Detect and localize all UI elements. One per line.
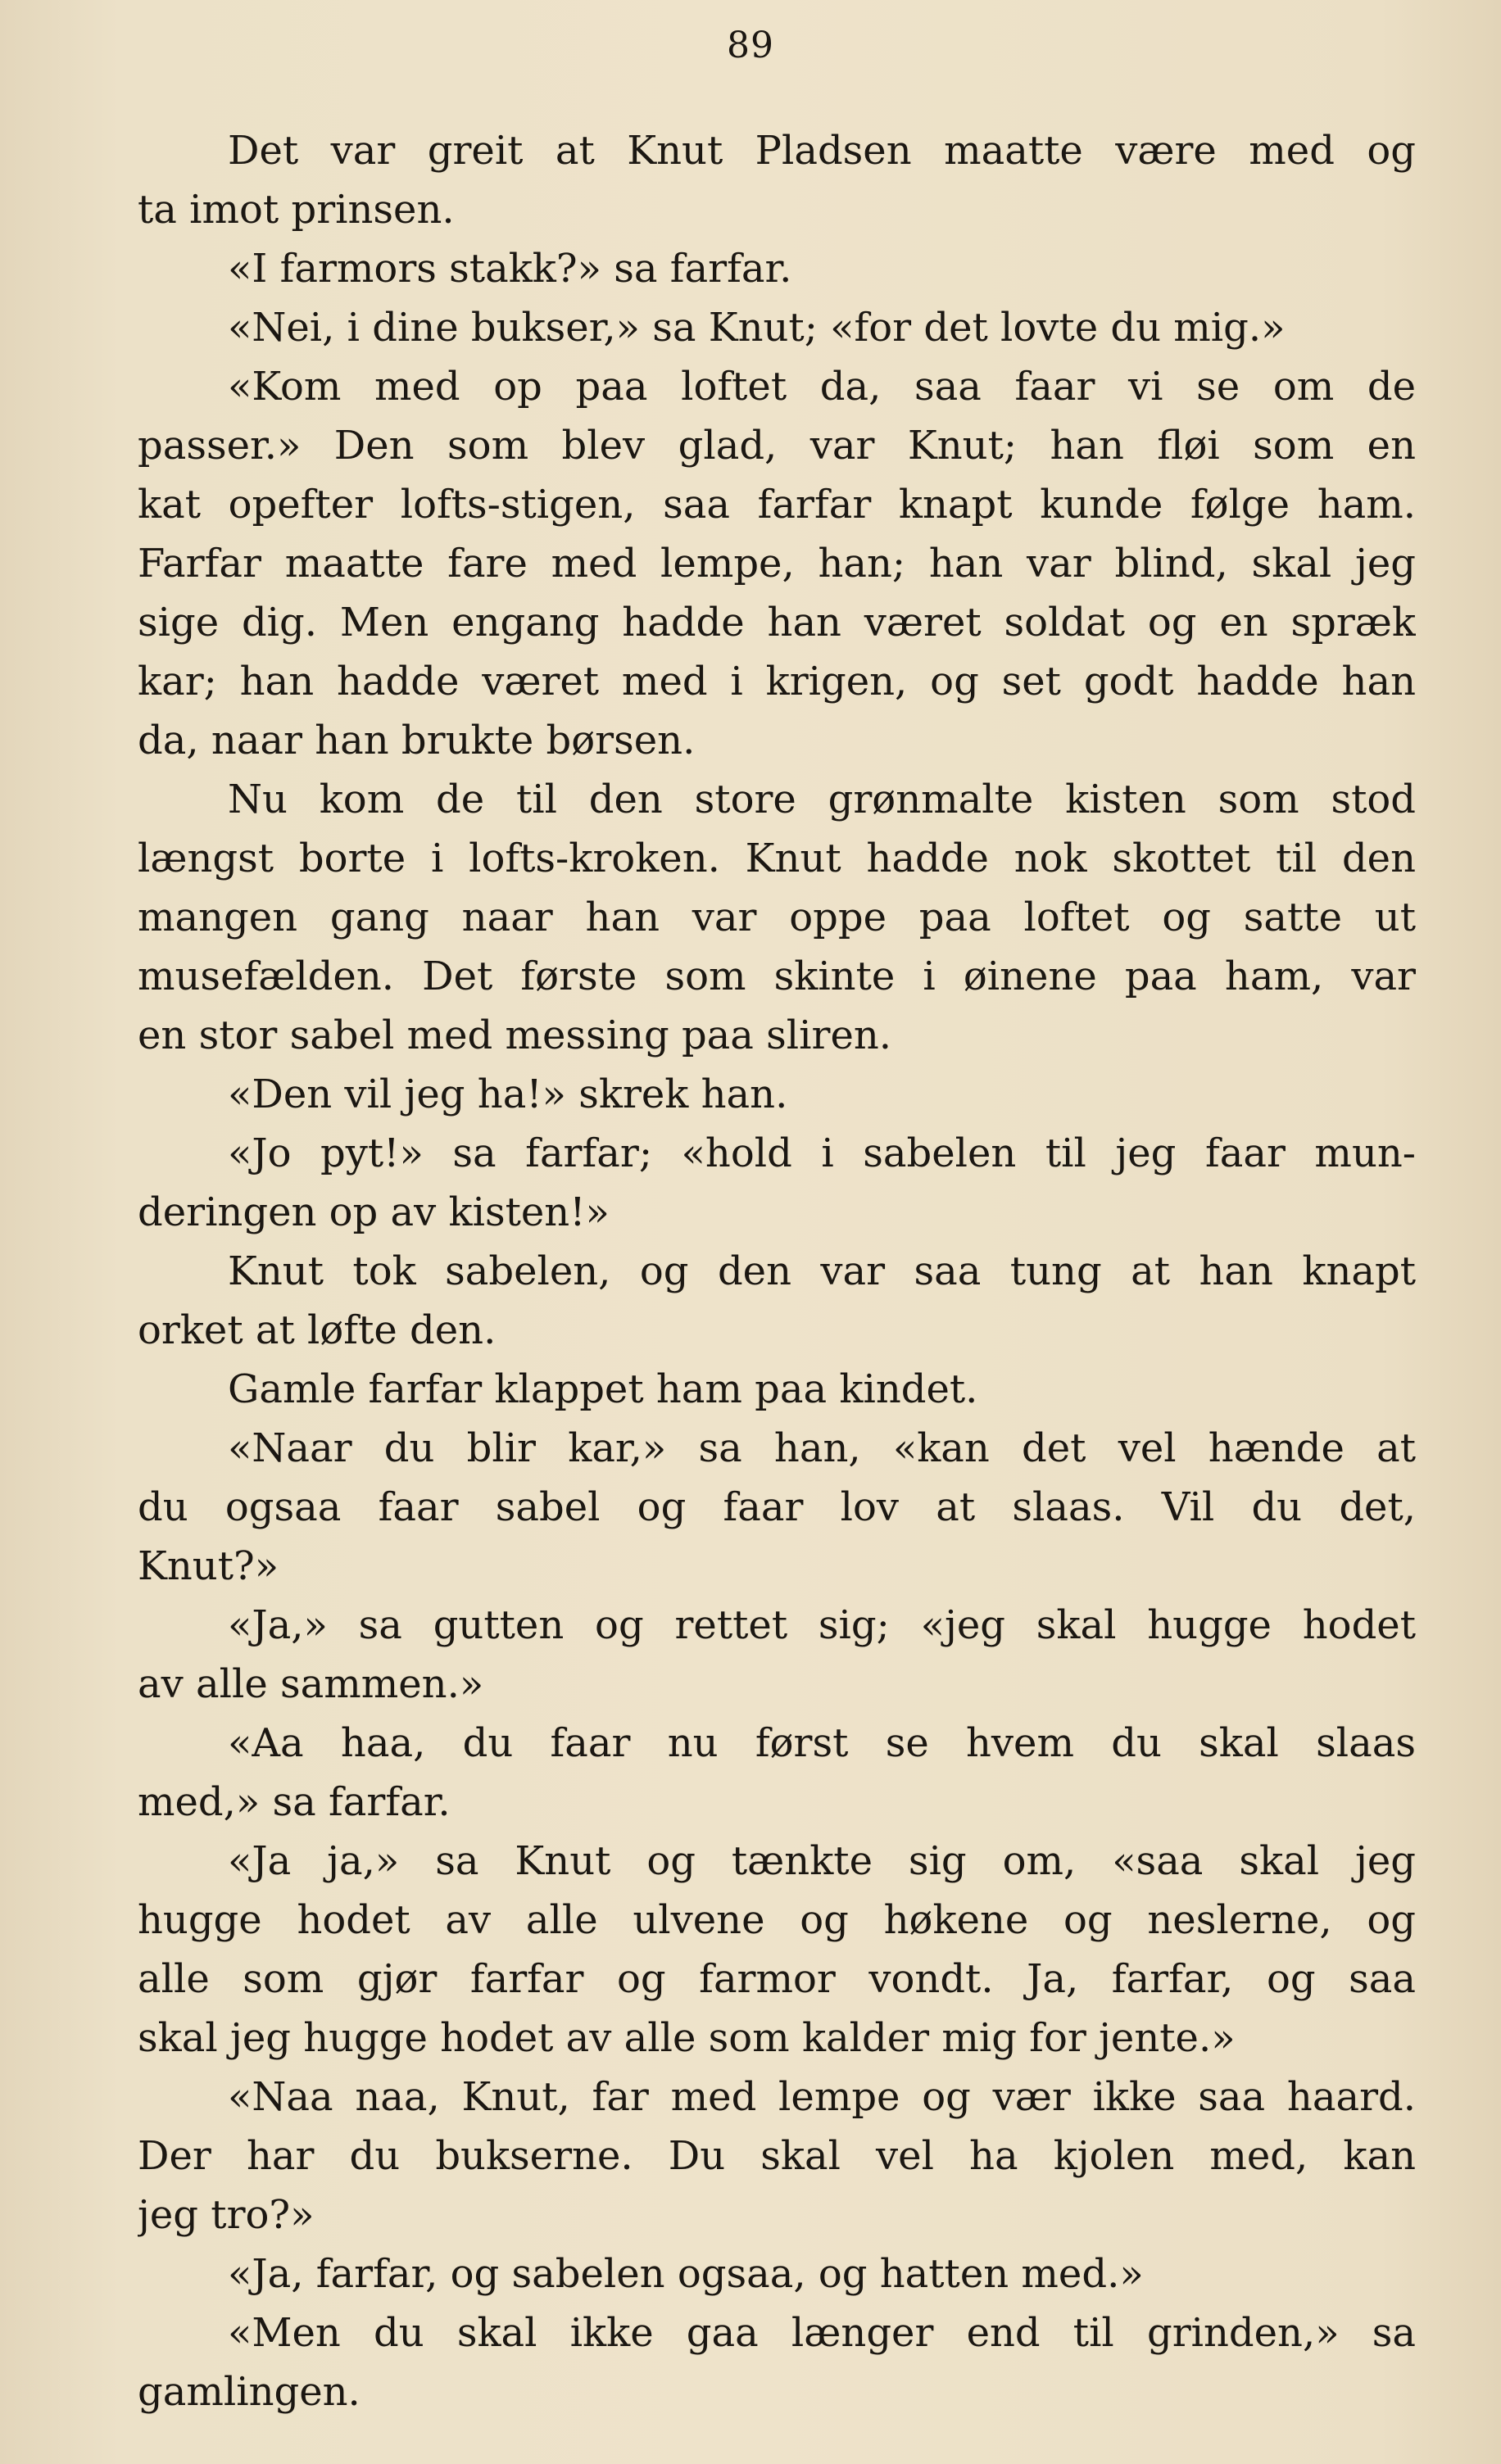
text-line: jeg tro?»: [138, 2192, 315, 2238]
text-line: «I farmors stakk?» sa farfar.: [228, 246, 792, 292]
text-line: du ogsaa faar sabel og faar lov at slaas. Vil du det,: [138, 1484, 1416, 1530]
text-line: ta imot prinsen.: [138, 187, 455, 233]
text-line: da, naar han brukte børsen.: [138, 718, 696, 763]
text-line: Knut tok sabelen, og den var saa tung at han knapt: [228, 1248, 1416, 1294]
text-line: med,» sa farfar.: [138, 1779, 451, 1825]
text-line: deringen op av kisten!»: [138, 1189, 610, 1235]
text-line: «Nei, i dine bukser,» sa Knut; «for det lovte du mig.»: [228, 305, 1286, 351]
text-line: Det var greit at Knut Pladsen maatte være med og: [228, 128, 1416, 174]
text-line: mangen gang naar han var oppe paa loftet og satte ut: [138, 895, 1416, 940]
text-line: Gamle farfar klappet ham paa kindet.: [228, 1366, 978, 1412]
text-line: længst borte i lofts-kroken. Knut hadde nok skottet til den: [138, 836, 1416, 881]
text-line: «Jo pyt!» sa farfar; «hold i sabelen til jeg faar mun-: [228, 1130, 1416, 1176]
text-line: «Ja ja,» sa Knut og tænkte sig om, «saa skal jeg: [228, 1838, 1416, 1884]
text-line: Nu kom de til den store grønmalte kisten som stod: [228, 777, 1416, 822]
text-line: «Naa naa, Knut, far med lempe og vær ikke saa haard.: [228, 2074, 1416, 2120]
text-line: orket at løfte den.: [138, 1307, 497, 1353]
text-line: «Ja, farfar, og sabelen ogsaa, og hatten med.»: [228, 2251, 1144, 2297]
text-line: «Aa haa, du faar nu først se hvem du skal slaas: [228, 1720, 1416, 1766]
text-line: kar; han hadde været med i krigen, og set godt hadde han: [138, 659, 1416, 704]
text-line: Der har du bukserne. Du skal vel ha kjolen med, kan: [138, 2133, 1416, 2179]
text-line: skal jeg hugge hodet av alle som kalder mig for jente.»: [138, 2015, 1236, 2061]
text-line: «Men du skal ikke gaa længer end til grinden,» sa: [228, 2310, 1416, 2356]
text-line: gamlingen.: [138, 2369, 361, 2415]
text-line: alle som gjør farfar og farmor vondt. Ja, farfar, og saa: [138, 1956, 1416, 2002]
text-line: Farfar maatte fare med lempe, han; han var blind, skal jeg: [138, 541, 1416, 587]
text-line: en stor sabel med messing paa sliren.: [138, 1012, 892, 1058]
text-line: musefælden. Det første som skinte i øinene paa ham, var: [138, 953, 1416, 999]
page-text-body: [138, 121, 1416, 2421]
text-line: sige dig. Men engang hadde han været soldat og en spræk: [138, 600, 1416, 645]
text-line: kat opefter lofts-stigen, saa farfar knapt kunde følge ham.: [138, 482, 1416, 528]
text-line: «Ja,» sa gutten og rettet sig; «jeg skal hugge hodet: [228, 1602, 1416, 1648]
text-line: «Naar du blir kar,» sa han, «kan det vel hænde at: [228, 1425, 1416, 1471]
text-line: «Kom med op paa loftet da, saa faar vi se om de: [228, 364, 1416, 410]
text-line: Knut?»: [138, 1543, 279, 1589]
page-number: 89: [727, 25, 774, 66]
text-line: «Den vil jeg ha!» skrek han.: [228, 1071, 788, 1117]
text-line: av alle sammen.»: [138, 1661, 484, 1707]
text-line: passer.» Den som blev glad, var Knut; han fløi som en: [138, 423, 1416, 469]
text-line: hugge hodet av alle ulvene og høkene og neslerne, og: [138, 1897, 1416, 1943]
